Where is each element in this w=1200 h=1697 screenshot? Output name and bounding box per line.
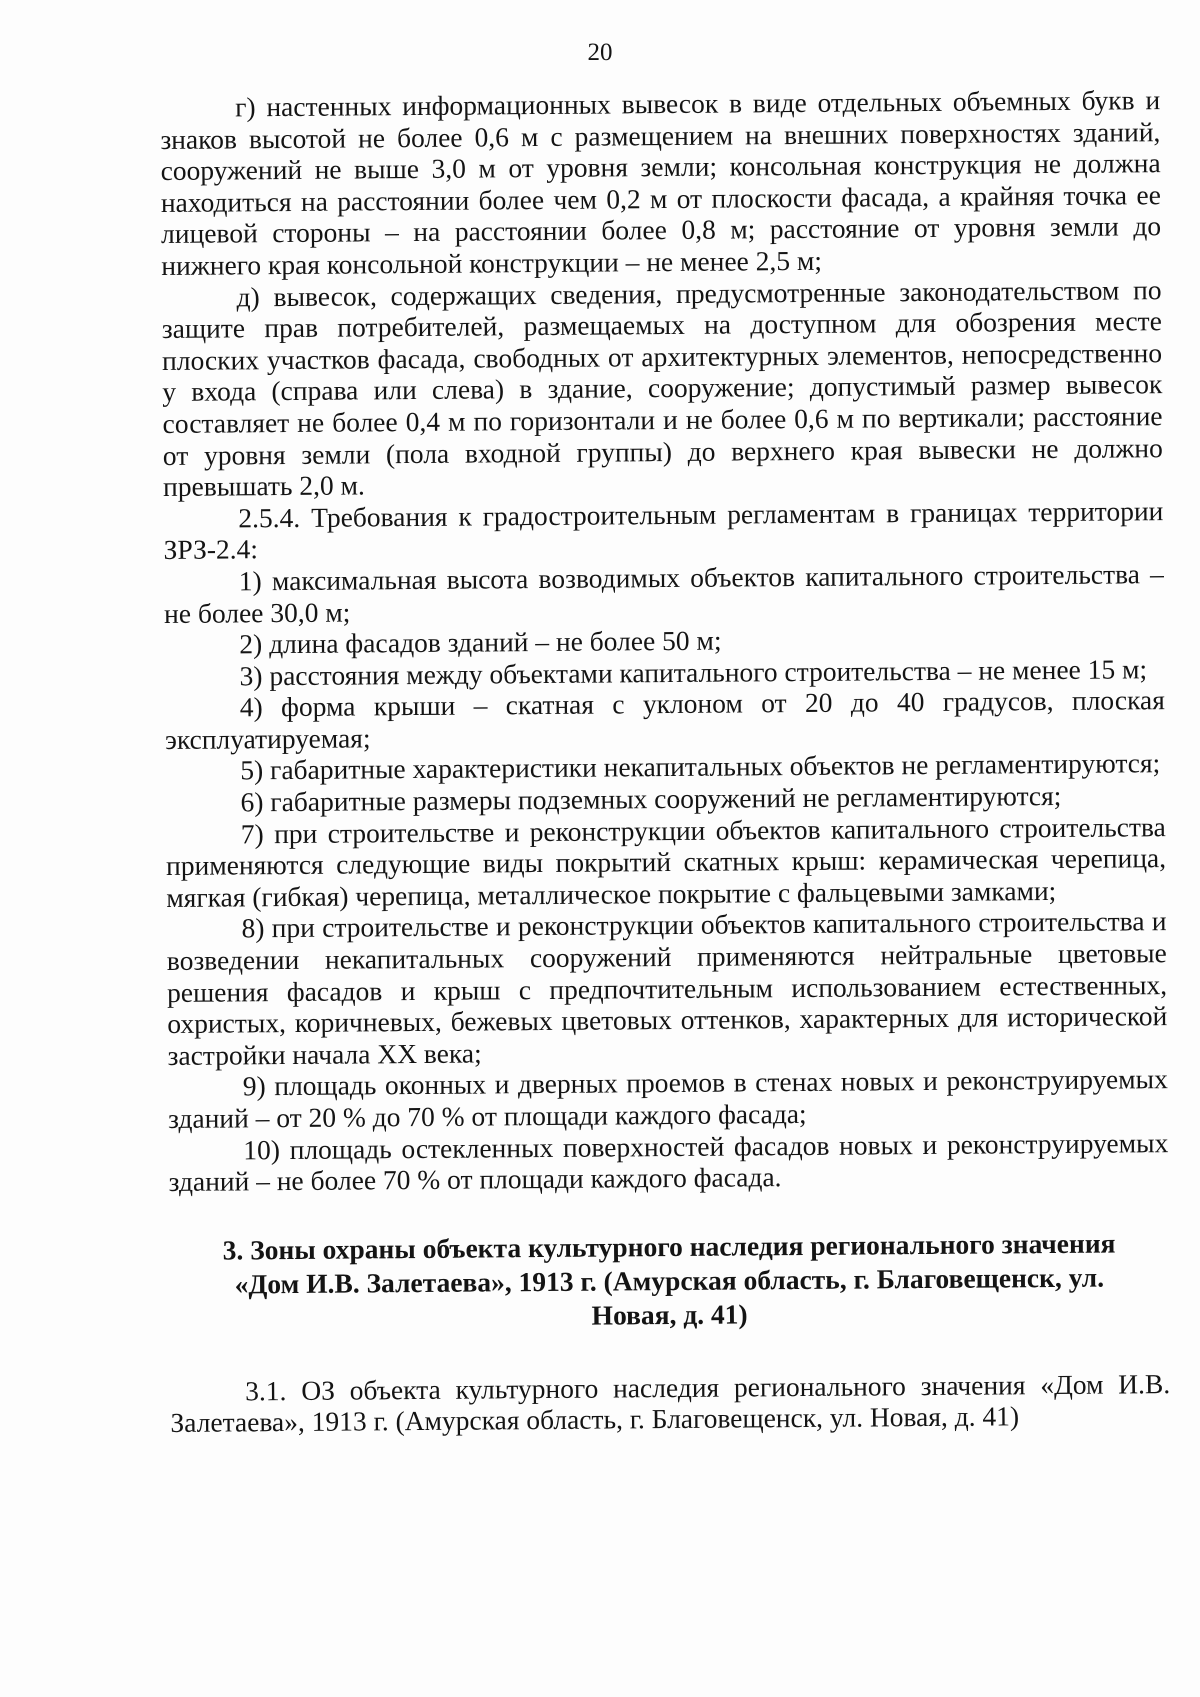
list-item-5: 5) габаритные характеристики некапитальных объектов не регламентируются; bbox=[240, 747, 1161, 786]
document-body bbox=[160, 84, 1171, 1439]
paragraph-2-5-4: 2.5.4. Требования к градостроительным регламентам в границах территории ЗРЗ-2.4: bbox=[163, 494, 1164, 566]
page-number: 20 bbox=[587, 39, 613, 66]
list-item-10: 10) площадь остекленных поверхностей фасадов новых и реконструируемых зданий – не более 70 % от площади каждого фасада. bbox=[168, 1126, 1169, 1198]
list-item-6: 6) габаритные размеры подземных сооружений не регламентируются; bbox=[240, 780, 1062, 818]
section-3-heading: 3. Зоны охраны объекта культурного наследия регионального значения «Дом И.В. Залетаева», 1913 г. (Амурская область, г. Благовещенск, ул. Новая, д. 41) bbox=[222, 1227, 1116, 1331]
list-item-4: 4) форма крыши – скатная с уклоном от 20 до 40 градусов, плоская эксплуатируемая; bbox=[164, 684, 1165, 755]
list-item-9: 9) площадь оконных и дверных проемов в стенах новых и реконструируемых зданий – от 20 % до 70 % от площади каждого фасада; bbox=[167, 1063, 1168, 1134]
paragraph-3-1: 3.1. ОЗ объекта культурного наследия регионального значения «Дом И.В. Залетаева», 1913 г. (Амурская область, г. Благовещенск, ул. Новая, д. 41) bbox=[170, 1367, 1171, 1439]
list-item-3: 3) расстояния между объектами капитального строительства – не менее 15 м; bbox=[239, 652, 1148, 692]
paragraph-g: г) настенных информационных вывесок в виде отдельных объемных букв и знаков высотой не более 0,6 м с размещением на внешних поверхностях зданий, сооружений не выше 3,0 м от уровня земли; консольная конструкция не должна находиться на расстоянии более чем 0,2 м от плоскости фасада, а крайняя точка ее лицевой стороны – на расстоянии более 0,8 м; расстояние от уровня земли до нижнего края консольной конструкции – не менее 2,5 м; bbox=[160, 84, 1162, 281]
paragraph-d: д) вывесок, содержащих сведения, предусмотренные законодательством по защите прав потребителей, размещаемых на доступном для обозрения месте плоских участков фасада, свободных от архитектурных элементов, непосредственно у входа (справа или слева) в здание, сооружение; допустимый размер вывесок составляет не более 0,4 м по горизонтали и не более 0,6 м по вертикали; расстояние от уровня земли (пола входной группы) до верхнего края вывески не должно превышать 2,0 м. bbox=[161, 273, 1163, 503]
list-item-8: 8) при строительстве и реконструкции объектов капитального строительства и возведении некапитальных сооружений применяются нейтральные цветовые решения фасадов и крыш с предпочтительным использованием естественных, охристых, коричневых, бежевых цветовых оттенков, характерных для исторической застройки начала XX века; bbox=[166, 905, 1168, 1071]
list-item-7: 7) при строительстве и реконструкции объектов капитального строительства применяются следующие виды покрытий скатных крыш: керамическая черепица, мягкая (гибкая) черепица, металлическое покрытие с фальцевыми замками; bbox=[165, 810, 1167, 913]
list-item-2: 2) длина фасадов зданий – не более 50 м; bbox=[239, 624, 722, 660]
list-item-1: 1) максимальная высота возводимых объектов капитального строительства – не более 30,0 м; bbox=[163, 558, 1164, 629]
